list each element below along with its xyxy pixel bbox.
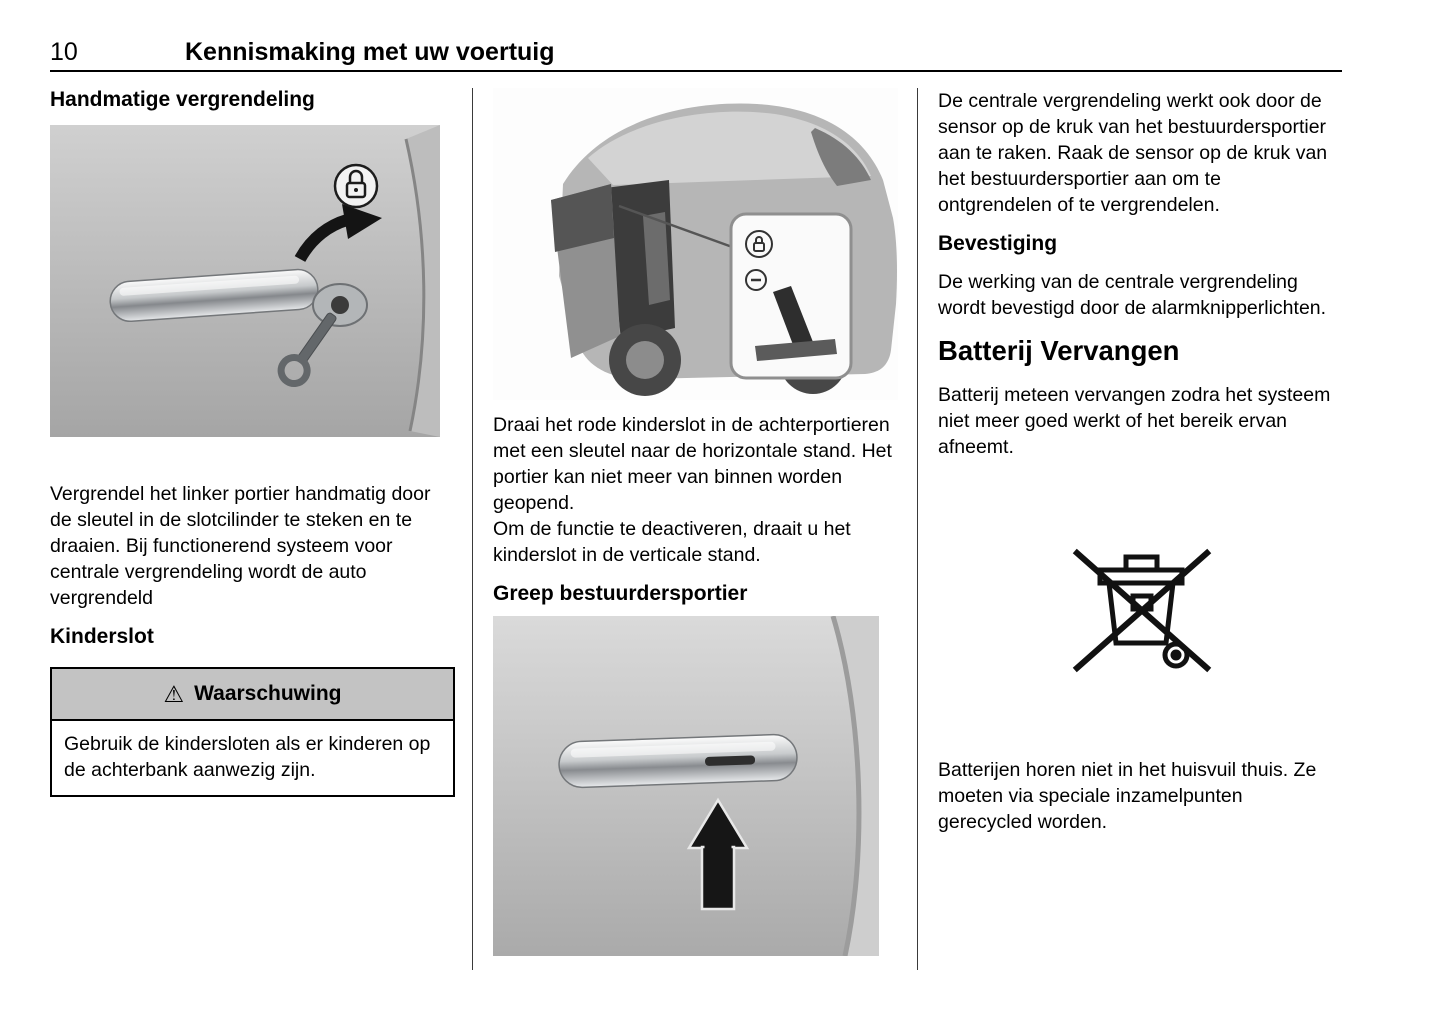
crossed-out-bin-icon [1057, 520, 1222, 685]
para-central-locking-sensor: De centrale vergrendeling werkt ook door de sensor op de kruk van het bestuurdersportier aan te raken. Raak de sensor op de kruk van het bestuurdersportier aan om te ontgrendelen of te vergrendelen. [938, 90, 1328, 216]
header-rule [50, 70, 1342, 72]
car-child-lock-illustration [493, 88, 898, 400]
warning-box [50, 667, 455, 797]
driver-handle-illustration [493, 616, 879, 956]
warning-text: Gebruik de kindersloten als er kinderen op de achterbank aanwezig zijn. [52, 721, 453, 795]
para-child-lock-1: Draai het rode kinderslot in de achterportieren met een sleutel naar de horizontale stand. Het portier kan niet meer van binnen worden geopend. [493, 414, 892, 514]
para-manual-locking: Vergrendel het linker portier handmatig door de sleutel in de slotcilinder te steken en te draaien. Bij functionerend systeem voor centrale vergrendeling wordt de auto vergrendeld [50, 483, 431, 609]
figure-manual-door-lock [50, 125, 440, 437]
door-handle-key-illustration [50, 125, 440, 437]
handle-sensor-slot [705, 755, 755, 766]
front-wheel-rim [626, 341, 664, 379]
heading-driver-handle: Greep bestuurdersportier [493, 582, 748, 605]
lock-cylinder [331, 296, 349, 314]
column-right [938, 88, 1340, 849]
figure-background [493, 616, 879, 956]
page-title: Kennismaking met uw voertuig [185, 38, 555, 66]
para-battery-disposal: Batterijen horen niet in het huisvuil thuis. Ze moeten via speciale inzamelpunten gerecycled worden. [938, 759, 1317, 833]
column-divider-left [472, 88, 473, 970]
warning-header [52, 669, 453, 721]
figure-weee-symbol [1057, 520, 1222, 685]
figure-driver-door-handle [493, 616, 879, 956]
warning-title: Waarschuwing [194, 682, 342, 705]
figure-child-lock-car [493, 88, 898, 400]
column-left [50, 88, 455, 797]
lock-icon [335, 165, 377, 207]
bin-handle [1126, 557, 1157, 570]
heading-confirmation: Bevestiging [938, 232, 1058, 255]
para-child-lock-2: Om de functie te deactiveren, draait u het kinderslot in de verticale stand. [493, 518, 851, 566]
heading-child-lock: Kinderslot [50, 625, 154, 648]
para-battery-replace: Batterij meteen vervangen zodra het systeem niet meer goed werkt of het bereik ervan afneemt. [938, 384, 1331, 458]
column-middle [493, 88, 898, 956]
column-divider-right [917, 88, 918, 970]
page-number: 10 [50, 38, 78, 66]
heading-manual-locking: Handmatige vergrendeling [50, 88, 315, 111]
para-confirmation: De werking van de centrale vergrendeling wordt bevestigd door de alarmknipperlichten. [938, 271, 1327, 319]
warning-icon: ⚠ [163, 680, 185, 707]
door-handle [558, 734, 797, 788]
bin-wheel-hub [1173, 652, 1179, 658]
child-lock-callout [731, 214, 851, 378]
heading-battery-replace: Batterij Vervangen [938, 335, 1180, 366]
